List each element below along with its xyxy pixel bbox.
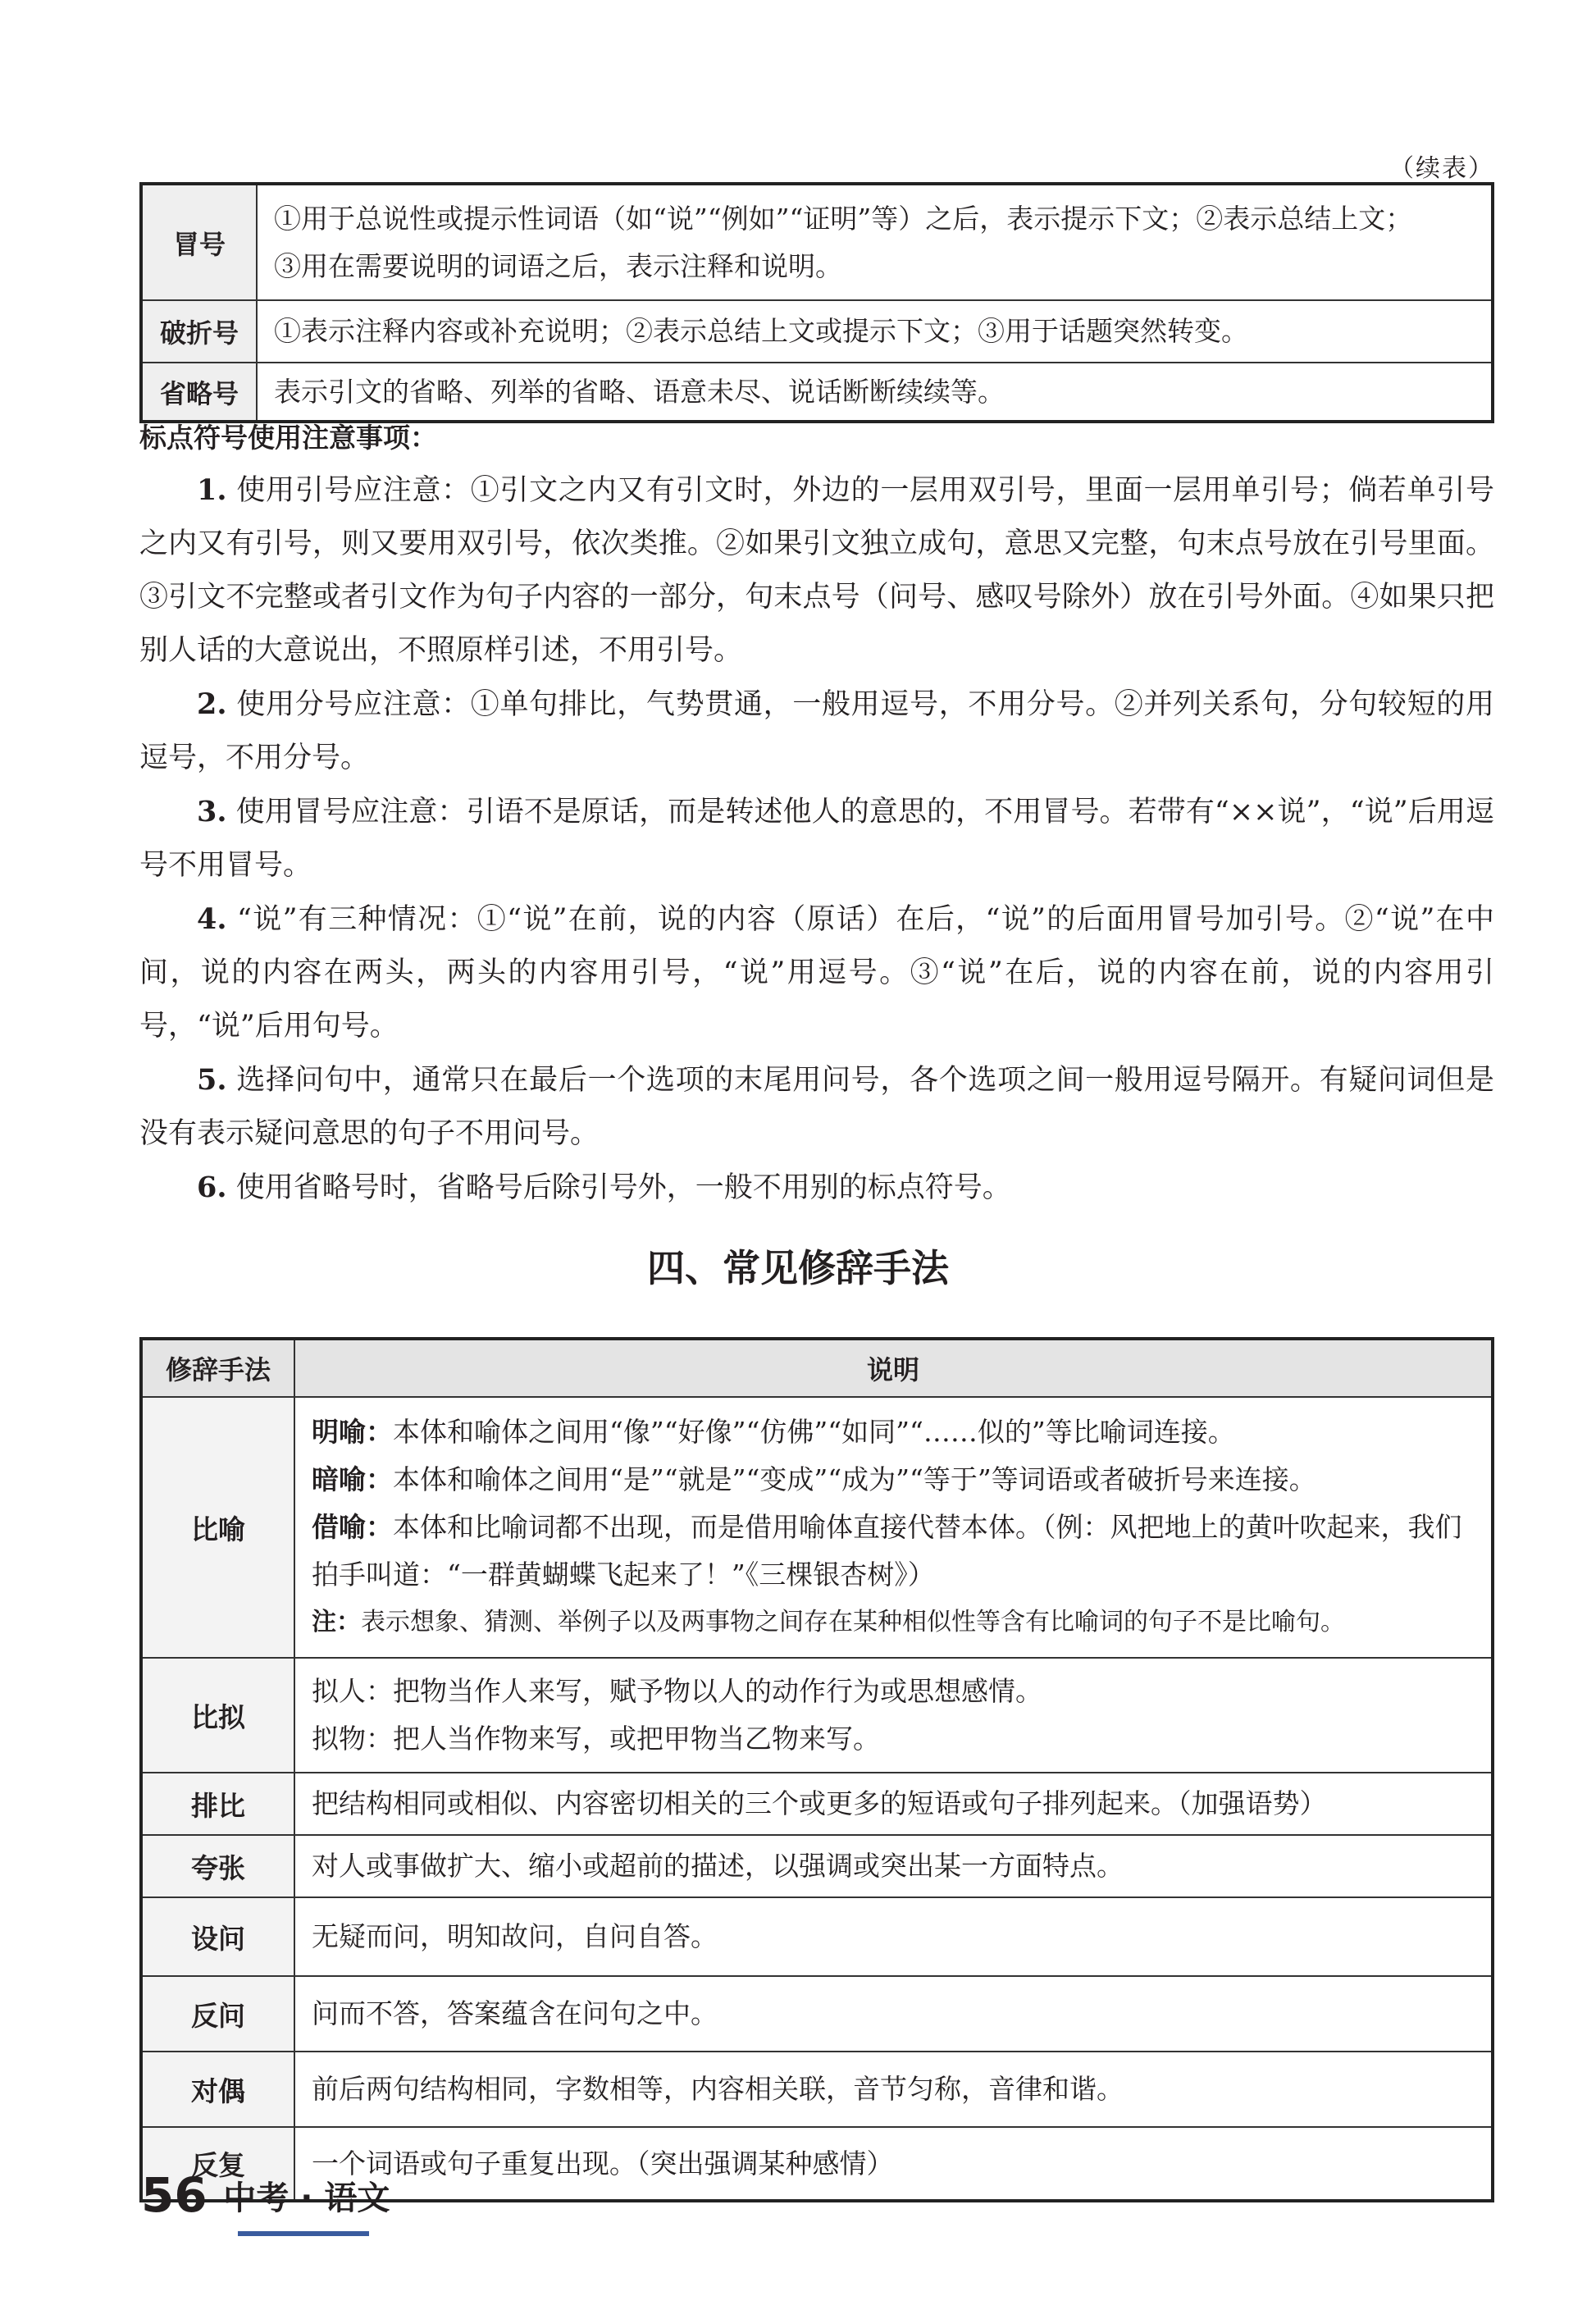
rhet-desc: 无疑而问，明知故问，自问自答。	[294, 1897, 1493, 1976]
borrowed-text: 本体和比喻词都不出现，而是借用喻体直接代替本体。（例：风把地上的黄叶吹起来，我们拍手叫道：“一群黄蝴蝶飞起来了！”《三棵银杏树》）	[312, 1511, 1462, 1591]
header-technique: 修辞手法	[141, 1339, 294, 1397]
note-text: 使用分号应注意：①单句排比，气势贯通，一般用逗号，不用分号。②并列关系句，分句较短的用逗号，不用分号。	[139, 688, 1494, 774]
rhet-desc: 一个词语或句子重复出现。（突出强调某种感情）	[294, 2127, 1493, 2201]
table-row	[141, 184, 1493, 300]
rhet-desc: 问而不答，答案蕴含在问句之中。	[294, 1976, 1493, 2052]
note-label: 注：	[312, 1608, 361, 1636]
simile-text: 本体和喻体之间用“像”“好像”“仿佛”“如同”“……似的”等比喻词连接。	[393, 1416, 1235, 1448]
punct-desc-line: ①用于总说性或提示性词语（如“说”“例如”“证明”等）之后，表示提示下文；②表示总结上文；	[274, 202, 1413, 235]
note-number: 6.	[197, 1171, 227, 1204]
punct-desc-line: ③用在需要说明的词语之后，表示注释和说明。	[274, 249, 842, 282]
punct-name: 破折号	[141, 300, 257, 363]
note-text: “说”有三种情况：①“说”在前，说的内容（原话）在后，“说”的后面用冒号加引号。②“说”在中间，说的内容在两头，两头的内容用引号，“说”用逗号。③“说”在后，说的内容在前，说的内容用引号，“说”后用句号。	[139, 903, 1494, 1043]
punct-desc	[257, 184, 1493, 300]
rhet-desc: 前后两句结构相同，字数相等，内容相关联，音节匀称，音律和谐。	[294, 2052, 1493, 2127]
table-row	[141, 2052, 1493, 2127]
rhet-name: 反问	[141, 1976, 294, 2052]
footer-underline	[238, 2231, 369, 2236]
table-row	[141, 1658, 1493, 1773]
note-line	[312, 1599, 1475, 1646]
personify-line: 拟人：把物当作人来写，赋予物以人的动作行为或思想感情。	[312, 1675, 1042, 1707]
section-title: 四、常见修辞手法	[647, 1246, 949, 1290]
table-header-row	[141, 1339, 1493, 1397]
table-row	[141, 1773, 1493, 1835]
table-row	[141, 1835, 1493, 1897]
table-row	[141, 1897, 1493, 1976]
table-row	[141, 363, 1493, 422]
table-row	[141, 1976, 1493, 2052]
personify-line: 拟物：把人当作物来写，或把甲物当乙物来写。	[312, 1723, 880, 1755]
punct-desc: 表示引文的省略、列举的省略、语意未尽、说话断断续续等。	[257, 363, 1493, 422]
rhet-desc	[294, 1658, 1493, 1773]
rhet-name: 对偶	[141, 2052, 294, 2127]
rhet-desc: 把结构相同或相似、内容密切相关的三个或更多的短语或句子排列起来。（加强语势）	[294, 1773, 1493, 1835]
continued-label: （续表）	[1389, 154, 1494, 183]
punct-name: 冒号	[141, 184, 257, 300]
rhet-name: 比拟	[141, 1658, 294, 1773]
rhet-name: 排比	[141, 1773, 294, 1835]
rhet-name: 夸张	[141, 1835, 294, 1897]
note-number: 3.	[197, 795, 227, 828]
simile-line	[312, 1408, 1475, 1456]
note-item	[139, 463, 1494, 678]
implicit-line	[312, 1456, 1475, 1504]
notes-section	[139, 417, 1494, 1215]
punct-name: 省略号	[141, 363, 257, 422]
note-item	[139, 1053, 1494, 1161]
note-number: 4.	[197, 902, 227, 936]
note-text: 表示想象、猜测、举例子以及两事物之间存在某种相似性等含有比喻词的句子不是比喻句。	[361, 1608, 1345, 1636]
rhet-name: 设问	[141, 1897, 294, 1976]
note-item	[139, 1161, 1494, 1215]
header-description: 说明	[294, 1339, 1493, 1397]
table-row	[141, 300, 1493, 363]
page-footer	[141, 2167, 390, 2223]
note-number: 1.	[197, 473, 227, 507]
note-text: 使用引号应注意：①引文之内又有引文时，外边的一层用双引号，里面一层用单引号；倘若单引号之内又有引号，则又要用双引号，依次类推。②如果引文独立成句，意思又完整，句末点号放在引号里面。③引文不完整或者引文作为句子内容的一部分，句末点号（问号、感叹号除外）放在引号外面。④如果只把别人话的大意说出，不照原样引述，不用引号。	[139, 474, 1494, 667]
note-number: 2.	[197, 687, 227, 721]
page-number: 56	[141, 2167, 207, 2223]
rhetoric-table	[139, 1337, 1494, 2202]
note-text: 选择问句中，通常只在最后一个选项的末尾用问号，各个选项之间一般用逗号隔开。有疑问词但是没有表示疑问意思的句子不用问号。	[139, 1064, 1494, 1150]
rhet-name: 比喻	[141, 1397, 294, 1658]
note-item	[139, 785, 1494, 892]
simile-label: 明喻：	[312, 1416, 393, 1448]
note-item	[139, 892, 1494, 1053]
book-title: 中考 · 语文	[223, 2179, 390, 2217]
implicit-text: 本体和喻体之间用“是”“就是”“变成”“成为”“等于”等词语或者破折号来连接。	[393, 1463, 1316, 1495]
note-text: 使用省略号时，省略号后除引号外，一般不用别的标点符号。	[235, 1171, 1011, 1204]
note-item	[139, 678, 1494, 785]
borrowed-line	[312, 1504, 1475, 1599]
note-number: 5.	[197, 1063, 227, 1097]
punct-desc: ①表示注释内容或补充说明；②表示总结上文或提示下文；③用于话题突然转变。	[257, 300, 1493, 363]
rhet-name: 反复	[141, 2127, 294, 2201]
borrowed-label: 借喻：	[312, 1511, 393, 1543]
note-text: 使用冒号应注意：引语不是原话，而是转述他人的意思的，不用冒号。若带有“××说”，“说”后用逗号不用冒号。	[139, 796, 1494, 882]
notes-title: 标点符号使用注意事项：	[139, 422, 437, 454]
implicit-label: 暗喻：	[312, 1463, 393, 1495]
punctuation-table	[139, 182, 1494, 423]
table-row	[141, 1397, 1493, 1658]
rhet-desc: 对人或事做扩大、缩小或超前的描述，以强调或突出某一方面特点。	[294, 1835, 1493, 1897]
rhet-desc	[294, 1397, 1493, 1658]
